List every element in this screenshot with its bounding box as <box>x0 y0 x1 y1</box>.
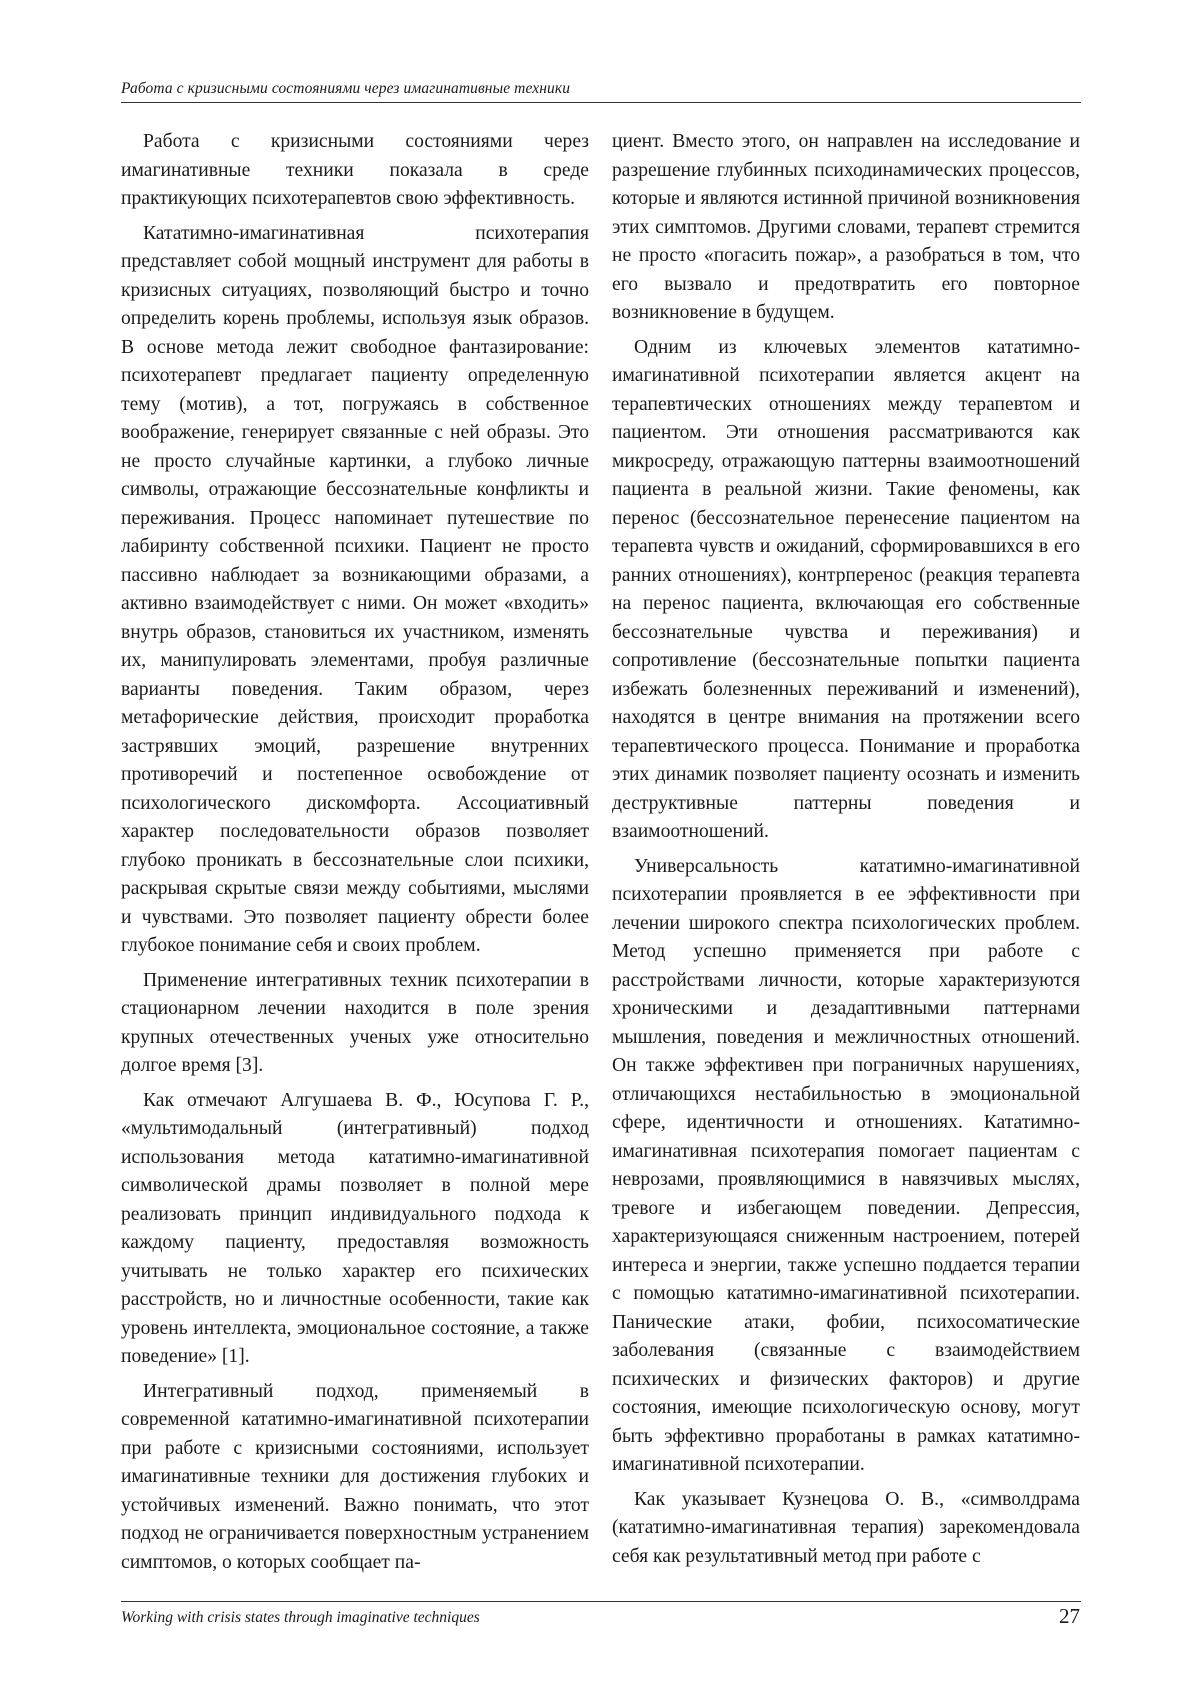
paragraph: Применение интегративных техник психотерапии в стационарном лечении находится в поле зрения крупных отечественных ученых уже относительно долгое время [3]. <box>121 969 589 1076</box>
right-column <box>612 128 1080 1583</box>
paragraph-continued: циент. Вместо этого, он направлен на исследование и разрешение глубинных психодинамических процессов, которые и являются истинной причиной возникновения этих симптомов. Другими словами, терапевт стремится не просто «погасить пожар», а разобраться в том, что его вызвало и предотвратить его повторное возникновение в будущем. <box>612 131 1080 323</box>
paragraph: Работа с кризисными состояниями через имагинативные техники показала в среде практикующих психотерапевтов свою эффективность. <box>121 131 589 209</box>
paragraph: Как указывает Кузнецова О. В., «символдрама (кататимно-имагинативная терапия) зарекомендовала себя как результативный метод при работе с <box>612 1488 1080 1567</box>
article-body <box>121 128 1080 1583</box>
paragraph: Интегративный подход, применяемый в современной кататимно-имагинативной психотерапии при работе с кризисными состояниями, использует имагинативные техники для достижения глубоких и устойчивых изменений. Важно понимать, что этот подход не ограничивается поверхностным устранением симптомов, о которых сообщает па- <box>121 1380 589 1573</box>
footer-divider <box>121 1601 1081 1602</box>
page-number: 27 <box>1059 1604 1080 1628</box>
paragraph: Кататимно-имагинативная психотерапия представляет собой мощный инструмент для работы в кризисных ситуациях, позволяющий быстро и точно определить корень проблемы, используя язык образов. В основе метода лежит свободное фантазирование: психотерапевт предлагает пациенту определенную тему (мотив), а тот, погружаясь в собственное воображение, генерирует связанные с ней образы. Это не просто случайные картинки, а глубоко личные символы, отражающие бессознательные конфликты и переживания. Процесс напоминает путешествие по лабиринту собственной психики. Пациент не просто пассивно наблюдает за возникающими образами, а активно взаимодействует с ними. Он может «входить» внутрь образов, становиться их участником, изменять их, манипулировать элементами, пробуя различные варианты поведения. Таким образом, через метафорические действия, происходит проработка застрявших эмоций, разрешение внутренних противоречий и постепенное освобождение от психологического дискомфорта. Ассоциативный характер последовательности образов позволяет глубоко проникать в бессознательные слои психики, раскрывая скрытые связи между событиями, мыслями и чувствами. Это позволяет пациенту обрести более глубокое понимание себя и своих проблем. <box>121 222 589 956</box>
paragraph: Одним из ключевых элементов кататимно-имагинативной психотерапии является акцент на терапевтических отношениях между терапевтом и пациентом. Эти отношения рассматриваются как микросреду, отражающую паттерны взаимоотношений пациента в реальной жизни. Такие феномены, как перенос (бессознательное перенесение пациентом на терапевта чувств и ожиданий, сформировавшихся в его ранних отношениях), контрперенос (реакция терапевта на перенос пациента, включающая его собственные бессознательные чувства и переживания) и сопротивление (бессознательные попытки пациента избежать болезненных переживаний и изменений), находятся в центре внимания на протяжении всего терапевтического процесса. Понимание и проработка этих динамик позволяет пациенту осознать и изменить деструктивные паттерны поведения и взаимоотношений. <box>612 336 1080 842</box>
paragraph: Универсальность кататимно-имагинативной психотерапии проявляется в ее эффективности при лечении широкого спектра психологических проблем. Метод успешно применяется при работе с расстройствами личности, которые характеризуются хроническими и дезадаптивными паттернами мышления, поведения и межличностных отношений. Он также эффективен при пограничных нарушениях, отличающихся нестабильностью в эмоциональной сфере, идентичности и отношениях. Кататимно-имагинативная психотерапия помогает пациентам с неврозами, проявляющимися в навязчивых мыслях, тревоге и избегающем поведении. Депрессия, характеризующаяся сниженным настроением, потерей интереса и энергии, также успешно поддается терапии с помощью кататимно-имагинативной психотерапии. Панические атаки, фобии, психосоматические заболевания (связанные с взаимодействием психических и физических факторов) и другие состояния, имеющие психологическую основу, могут быть эффективно проработаны в рамках кататимно-имагинативной психотерапии. <box>612 855 1080 1475</box>
paragraph: Как отмечают Алгушаева В. Ф., Юсупова Г. Р., «мультимодальный (интегративный) подход использования метода кататимно-имагинативной символической драмы позволяет в полной мере реализовать принцип индивидуального подхода к каждому пациенту, предоставляя возможность учитывать не только характер его психических расстройств, но и личностные особенности, такие как уровень интеллекта, эмоциональное состояние, а также поведение» [1]. <box>121 1089 589 1367</box>
running-head: Работа с кризисными состояниями через имагинативные техники <box>121 80 1081 103</box>
footer-english-title: Working with crisis states through imaginative techniques <box>121 1609 480 1626</box>
left-column <box>121 128 589 1583</box>
